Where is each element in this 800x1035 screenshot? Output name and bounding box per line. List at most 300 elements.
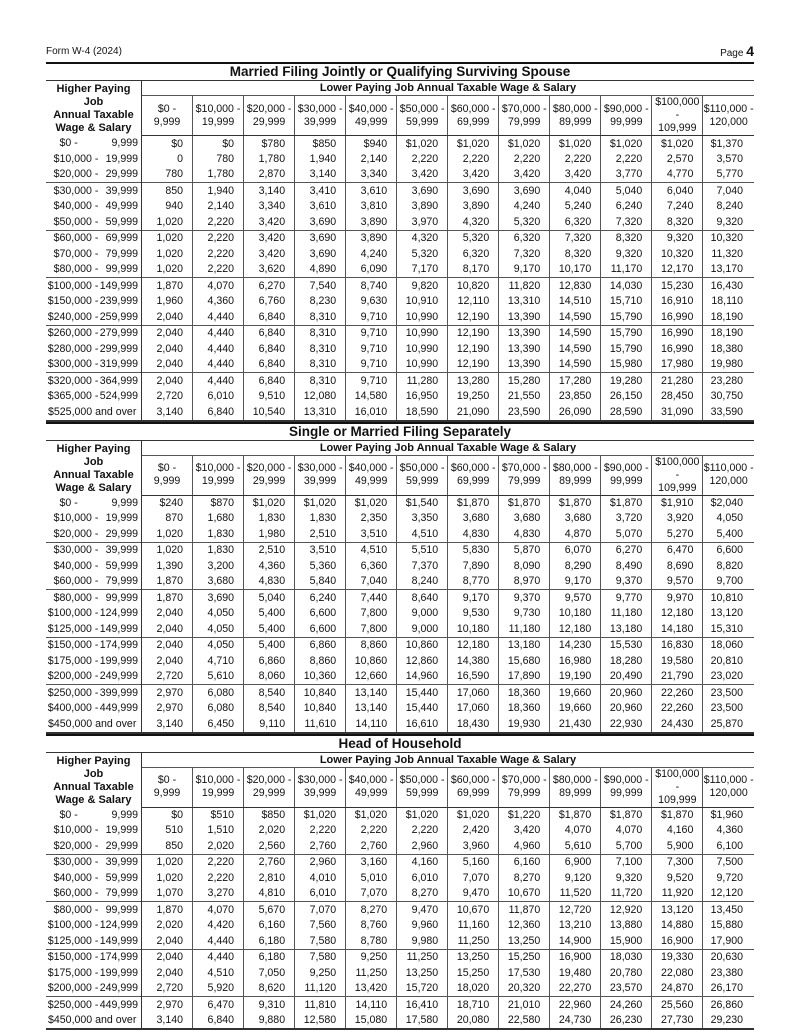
range-high: 9,999 — [153, 787, 181, 799]
withholding-amount: 8,170 — [448, 262, 499, 278]
withholding-amount: $1,870 — [448, 495, 499, 511]
wage-range-open: $450,000 and over — [48, 717, 137, 730]
withholding-amount: $1,870 — [550, 495, 601, 511]
column-range-header — [193, 767, 244, 807]
hpj-line-1: Higher Paying Job — [56, 754, 131, 780]
wage-range-high: 79,999 — [105, 887, 138, 900]
withholding-amount: 15,280 — [499, 373, 550, 389]
withholding-amount: 2,040 — [142, 637, 193, 653]
withholding-amount: 17,530 — [499, 965, 550, 981]
withholding-amount: $0 — [193, 136, 244, 152]
withholding-amount: 9,770 — [601, 590, 652, 606]
table-header — [46, 753, 754, 808]
withholding-amount: 1,960 — [142, 294, 193, 310]
withholding-amount: 2,040 — [142, 606, 193, 622]
withholding-amount: 2,350 — [346, 511, 397, 527]
withholding-amount: 2,020 — [244, 823, 295, 839]
withholding-amount: 4,360 — [193, 294, 244, 310]
column-range-header — [499, 455, 550, 495]
withholding-amount: 5,320 — [499, 214, 550, 230]
table-row — [46, 167, 754, 183]
column-range-header — [550, 96, 601, 136]
wage-range-high: 449,999 — [99, 702, 138, 715]
range-high: 89,999 — [559, 115, 592, 128]
withholding-amount: $1,870 — [550, 807, 601, 823]
wage-range-label — [46, 262, 142, 278]
wage-range-high: 319,999 — [99, 358, 138, 371]
wage-range-label — [46, 838, 142, 854]
withholding-amount: 11,820 — [499, 278, 550, 294]
withholding-amount: 10,170 — [550, 262, 601, 278]
range-high: 29,999 — [252, 115, 286, 128]
column-range-header — [193, 455, 244, 495]
range-high: 49,999 — [354, 787, 388, 799]
withholding-amount: 27,730 — [652, 1013, 703, 1030]
table-row — [46, 262, 754, 278]
withholding-amount: $1,020 — [499, 136, 550, 152]
withholding-amount: 8,820 — [716, 559, 743, 572]
withholding-amount: 13,120 — [652, 902, 703, 918]
withholding-amount: 17,890 — [499, 669, 550, 685]
withholding-amount: 12,580 — [295, 1013, 346, 1030]
wage-range-low: $250,000 - — [47, 686, 99, 699]
withholding-amount: 16,990 — [652, 341, 703, 357]
range-high: 59,999 — [405, 115, 439, 128]
withholding-amount: 4,240 — [346, 246, 397, 262]
withholding-amount: 2,720 — [142, 981, 193, 997]
withholding-amount: 10,180 — [550, 606, 601, 622]
withholding-amount: 15,790 — [601, 325, 652, 341]
wage-range-low: $60,000 - — [53, 232, 99, 245]
wage-range-high: 149,999 — [99, 934, 138, 947]
withholding-amount: 3,610 — [295, 199, 346, 215]
withholding-amount: 3,690 — [295, 230, 346, 246]
withholding-amount: 19,250 — [448, 389, 499, 405]
withholding-amount: 2,220 — [193, 262, 244, 278]
withholding-amount: 2,220 — [193, 214, 244, 230]
withholding-amount: 11,160 — [448, 918, 499, 934]
range-high: 29,999 — [252, 787, 286, 799]
wage-range-label — [46, 965, 142, 981]
withholding-amount: 10,360 — [295, 669, 346, 685]
withholding-amount: 4,050 — [193, 621, 244, 637]
withholding-amount: 4,440 — [193, 325, 244, 341]
withholding-amount: 2,810 — [244, 870, 295, 886]
table-row — [46, 199, 754, 215]
withholding-amount: 14,590 — [550, 357, 601, 373]
withholding-amount: $940 — [346, 136, 397, 152]
table-row — [46, 823, 754, 839]
withholding-amount: 3,570 — [716, 152, 743, 165]
withholding-amount: 1,020 — [142, 542, 193, 558]
range-low: $30,000 - — [297, 102, 343, 115]
withholding-amount: 11,920 — [652, 886, 703, 902]
withholding-amount: 20,810 — [710, 654, 743, 667]
withholding-amount: 9,250 — [295, 965, 346, 981]
withholding-amount: 9,710 — [346, 341, 397, 357]
withholding-amount: 17,900 — [710, 934, 743, 947]
range-low: $110,000 - — [703, 462, 754, 474]
withholding-amount: 13,390 — [499, 341, 550, 357]
withholding-amount: 2,720 — [142, 669, 193, 685]
wage-range-low: $100,000 - — [47, 279, 99, 292]
range-high: 19,999 — [201, 787, 235, 799]
withholding-amount: 10,320 — [703, 230, 754, 246]
withholding-amount: 16,910 — [652, 294, 703, 310]
wage-range-label — [46, 933, 142, 949]
withholding-amount: 5,770 — [716, 168, 743, 181]
wage-range-label — [46, 373, 142, 389]
withholding-amount: 15,680 — [499, 653, 550, 669]
withholding-amount: 13,280 — [448, 373, 499, 389]
section-title: Single or Married Filing Separately — [46, 422, 754, 441]
withholding-amount: 20,490 — [601, 669, 652, 685]
withholding-amount: 1,020 — [142, 230, 193, 246]
withholding-amount: 1,830 — [244, 511, 295, 527]
withholding-amount: 2,220 — [193, 230, 244, 246]
wage-range-label — [46, 542, 142, 558]
withholding-amount: 7,890 — [448, 558, 499, 574]
range-low: $20,000 - — [246, 774, 292, 786]
wage-range-high: 249,999 — [99, 670, 138, 683]
withholding-amount: 18,060 — [703, 637, 754, 653]
withholding-amount: 12,920 — [601, 902, 652, 918]
withholding-amount: 3,690 — [295, 246, 346, 262]
range-low: $10,000 - — [195, 462, 241, 474]
column-range-header — [193, 96, 244, 136]
withholding-amount: 19,190 — [550, 669, 601, 685]
table-row — [46, 886, 754, 902]
withholding-amount: 5,400 — [244, 637, 295, 653]
withholding-amount: 3,680 — [448, 511, 499, 527]
withholding-amount: 2,040 — [142, 949, 193, 965]
table-body — [46, 136, 754, 421]
section-title: Head of Household — [46, 734, 754, 753]
range-high: 39,999 — [303, 787, 337, 799]
column-range-header — [295, 455, 346, 495]
range-low: $110,000 - — [703, 774, 754, 786]
withholding-amount: 6,760 — [244, 294, 295, 310]
withholding-amount: 8,860 — [346, 637, 397, 653]
withholding-amount: 1,940 — [295, 151, 346, 167]
withholding-amount: $0 — [142, 136, 193, 152]
range-low: $90,000 - — [603, 462, 649, 474]
withholding-amount: 26,860 — [703, 997, 754, 1013]
withholding-amount: 26,150 — [601, 389, 652, 405]
wage-range-high: 99,999 — [105, 263, 138, 276]
range-low: $60,000 - — [450, 102, 496, 115]
withholding-amount: 2,040 — [142, 965, 193, 981]
withholding-amount: 6,840 — [193, 1013, 244, 1030]
withholding-amount: 15,230 — [652, 278, 703, 294]
lower-paying-job-header: Lower Paying Job Annual Taxable Wage & Salary — [142, 753, 755, 768]
withholding-amount: 1,870 — [142, 278, 193, 294]
form-id: Form W-4 (2024) — [46, 46, 122, 57]
withholding-amount: 16,430 — [703, 278, 754, 294]
withholding-amount: 8,540 — [244, 701, 295, 717]
wage-range-low: $0 - — [59, 137, 78, 150]
withholding-amount: 11,520 — [550, 886, 601, 902]
table-row — [46, 542, 754, 558]
wage-range-high: 79,999 — [105, 575, 138, 588]
table-row — [46, 357, 754, 373]
withholding-amount: 6,080 — [193, 701, 244, 717]
withholding-amount: 6,010 — [193, 389, 244, 405]
withholding-amount: 4,440 — [193, 309, 244, 325]
withholding-amount: 4,070 — [193, 278, 244, 294]
withholding-amount: 5,610 — [193, 669, 244, 685]
withholding-amount: 2,220 — [193, 870, 244, 886]
withholding-amount: 6,180 — [244, 949, 295, 965]
wage-range-label — [46, 653, 142, 669]
wage-range-low: $10,000 - — [53, 152, 99, 165]
withholding-amount: 5,400 — [244, 606, 295, 622]
withholding-amount: 3,420 — [499, 823, 550, 839]
wage-range-low: $175,000 - — [47, 654, 99, 667]
withholding-amount: 2,220 — [499, 151, 550, 167]
table-row — [46, 278, 754, 294]
withholding-amount: 2,040 — [142, 357, 193, 373]
column-range-header — [448, 767, 499, 807]
column-range-header — [346, 455, 397, 495]
wage-range-high: 9,999 — [111, 496, 138, 509]
withholding-amount: 19,660 — [550, 701, 601, 717]
table-row — [46, 918, 754, 934]
hpj-line-3: Wage & Salary — [55, 481, 132, 494]
header-row — [46, 81, 754, 96]
withholding-amount: 8,490 — [601, 558, 652, 574]
withholding-amount: 6,320 — [499, 230, 550, 246]
table-row — [46, 981, 754, 997]
withholding-amount: 17,060 — [448, 685, 499, 701]
withholding-amount: 5,040 — [244, 590, 295, 606]
withholding-amount: 4,830 — [448, 526, 499, 542]
withholding-amount: 8,310 — [295, 341, 346, 357]
withholding-amount: 13,390 — [499, 325, 550, 341]
withholding-amount: 7,500 — [703, 854, 754, 870]
withholding-amount: 8,320 — [601, 230, 652, 246]
withholding-amount: 3,610 — [346, 183, 397, 199]
withholding-amount: $1,870 — [499, 495, 550, 511]
withholding-amount: 18,190 — [703, 325, 754, 341]
withholding-amount: 4,050 — [716, 512, 743, 525]
wage-range-high: 449,999 — [99, 998, 138, 1011]
withholding-amount: 1,020 — [142, 870, 193, 886]
table-row — [46, 526, 754, 542]
wage-range-label — [46, 246, 142, 262]
wage-range-label — [46, 404, 142, 421]
withholding-amount: 4,870 — [550, 526, 601, 542]
withholding-amount: $510 — [193, 807, 244, 823]
form-page — [46, 0, 754, 1030]
wage-range-high: 199,999 — [99, 654, 138, 667]
wage-range-low: $365,000 - — [47, 390, 99, 403]
withholding-amount: 11,250 — [397, 949, 448, 965]
withholding-amount: 12,180 — [550, 621, 601, 637]
range-high: 79,999 — [508, 475, 541, 487]
withholding-amount: 4,040 — [550, 183, 601, 199]
range-high: 99,999 — [610, 475, 643, 487]
withholding-amount: 9,170 — [499, 262, 550, 278]
withholding-amount: 4,440 — [193, 949, 244, 965]
wage-range-low: $40,000 - — [53, 559, 99, 572]
withholding-amount: 9,570 — [550, 590, 601, 606]
wage-range-label — [46, 136, 142, 152]
wage-range-label — [46, 558, 142, 574]
withholding-amount: 11,280 — [397, 373, 448, 389]
range-low: $30,000 - — [297, 774, 343, 786]
withholding-amount: 4,440 — [193, 341, 244, 357]
withholding-amount: 14,880 — [652, 918, 703, 934]
wage-range-high: 39,999 — [105, 184, 138, 197]
withholding-amount: 5,070 — [601, 526, 652, 542]
withholding-amount: 3,970 — [397, 214, 448, 230]
withholding-amount: 15,880 — [710, 919, 743, 932]
withholding-amount: 2,140 — [346, 151, 397, 167]
withholding-amount: 1,830 — [193, 542, 244, 558]
withholding-amount: 7,050 — [244, 965, 295, 981]
withholding-amount: 16,990 — [652, 325, 703, 341]
wage-range-high: 99,999 — [105, 591, 138, 604]
withholding-amount: 18,380 — [710, 342, 743, 355]
withholding-amount: 8,270 — [397, 886, 448, 902]
withholding-amount: 3,350 — [397, 511, 448, 527]
withholding-amount: 12,080 — [295, 389, 346, 405]
withholding-amount: 8,290 — [550, 558, 601, 574]
wage-range-low: $30,000 - — [53, 184, 99, 197]
range-high: 19,999 — [201, 115, 235, 128]
withholding-amount: 3,140 — [142, 1013, 193, 1030]
range-low: $50,000 - — [399, 102, 445, 115]
table-section — [46, 62, 754, 422]
table-row — [46, 558, 754, 574]
wage-range-low: $100,000 - — [47, 919, 99, 932]
withholding-amount: 10,180 — [448, 621, 499, 637]
withholding-amount: $2,040 — [710, 497, 743, 509]
withholding-amount: 15,080 — [346, 1013, 397, 1030]
withholding-amount: 18,190 — [710, 310, 743, 323]
withholding-amount: 3,680 — [550, 511, 601, 527]
table-row — [46, 309, 754, 325]
withholding-amount: 9,250 — [346, 949, 397, 965]
table-row — [46, 997, 754, 1013]
withholding-amount: 18,020 — [448, 981, 499, 997]
range-low: $60,000 - — [450, 462, 496, 474]
withholding-amount: 2,040 — [142, 373, 193, 389]
withholding-amount: 10,990 — [397, 341, 448, 357]
withholding-amount: 6,010 — [295, 886, 346, 902]
withholding-amount: 4,810 — [244, 886, 295, 902]
withholding-amount: 14,230 — [550, 637, 601, 653]
wage-range-low: $20,000 - — [53, 527, 99, 540]
wage-range-low: $50,000 - — [53, 215, 99, 228]
range-low: $40,000 - — [348, 102, 394, 115]
withholding-amount: 5,040 — [601, 183, 652, 199]
wage-range-label — [46, 981, 142, 997]
withholding-amount: 18,590 — [397, 404, 448, 421]
withholding-amount: 3,770 — [601, 167, 652, 183]
withholding-amount: 3,420 — [244, 230, 295, 246]
withholding-amount: 4,770 — [652, 167, 703, 183]
withholding-amount: 12,190 — [448, 341, 499, 357]
withholding-amount: 20,320 — [499, 981, 550, 997]
withholding-amount: 4,320 — [397, 230, 448, 246]
withholding-amount: 9,320 — [601, 246, 652, 262]
withholding-amount: 15,720 — [397, 981, 448, 997]
withholding-amount: 4,510 — [193, 965, 244, 981]
withholding-amount: 8,620 — [244, 981, 295, 997]
range-high: 79,999 — [508, 787, 541, 799]
withholding-amount: 22,930 — [601, 716, 652, 733]
withholding-amount: 3,690 — [448, 183, 499, 199]
withholding-amount: 7,320 — [499, 246, 550, 262]
withholding-amount: 13,310 — [295, 404, 346, 421]
withholding-amount: 26,170 — [710, 982, 743, 995]
wage-range-label — [46, 949, 142, 965]
table-row — [46, 574, 754, 590]
withholding-amount: 8,640 — [397, 590, 448, 606]
withholding-amount: $870 — [193, 495, 244, 511]
withholding-amount: 9,510 — [244, 389, 295, 405]
withholding-amount: 10,670 — [448, 902, 499, 918]
wage-range-label — [46, 574, 142, 590]
withholding-amount: 4,070 — [601, 823, 652, 839]
wage-range-low: $150,000 - — [47, 295, 99, 308]
range-low: $100,000 - — [655, 455, 700, 481]
withholding-amount: 4,420 — [193, 918, 244, 934]
column-range-header — [652, 767, 703, 807]
wage-range-label — [46, 886, 142, 902]
withholding-amount: 28,450 — [652, 389, 703, 405]
withholding-amount: 9,820 — [397, 278, 448, 294]
withholding-amount: 23,380 — [710, 966, 743, 979]
withholding-amount: 9,530 — [448, 606, 499, 622]
table-row — [46, 949, 754, 965]
withholding-amount: 13,450 — [703, 902, 754, 918]
withholding-amount: 23,570 — [601, 981, 652, 997]
withholding-amount: 12,120 — [710, 887, 743, 900]
withholding-amount: 14,580 — [346, 389, 397, 405]
withholding-amount: 1,870 — [142, 590, 193, 606]
withholding-amount: 2,040 — [142, 341, 193, 357]
wage-range-high: 29,999 — [105, 168, 138, 181]
withholding-amount: 11,180 — [499, 621, 550, 637]
withholding-amount: $1,020 — [346, 495, 397, 511]
withholding-amount: 18,110 — [711, 295, 743, 308]
withholding-amount: 10,860 — [397, 637, 448, 653]
withholding-amount: 2,040 — [142, 933, 193, 949]
withholding-amount: 8,270 — [346, 902, 397, 918]
withholding-amount: 14,590 — [550, 309, 601, 325]
wage-range-high: 29,999 — [105, 839, 138, 852]
withholding-amount: 25,870 — [703, 716, 754, 733]
withholding-amount: 510 — [142, 823, 193, 839]
withholding-amount: 14,380 — [448, 653, 499, 669]
wage-range-label — [46, 167, 142, 183]
withholding-amount: 2,870 — [244, 167, 295, 183]
table-row — [46, 606, 754, 622]
withholding-amount: 780 — [142, 167, 193, 183]
withholding-amount: 2,020 — [142, 918, 193, 934]
withholding-amount: 4,050 — [193, 606, 244, 622]
withholding-amount: 20,080 — [448, 1013, 499, 1030]
wage-range-label — [46, 151, 142, 167]
withholding-amount: 8,310 — [295, 325, 346, 341]
withholding-amount: 9,470 — [448, 886, 499, 902]
withholding-amount: 16,610 — [397, 716, 448, 733]
table-row — [46, 151, 754, 167]
range-low: $80,000 - — [552, 102, 598, 115]
